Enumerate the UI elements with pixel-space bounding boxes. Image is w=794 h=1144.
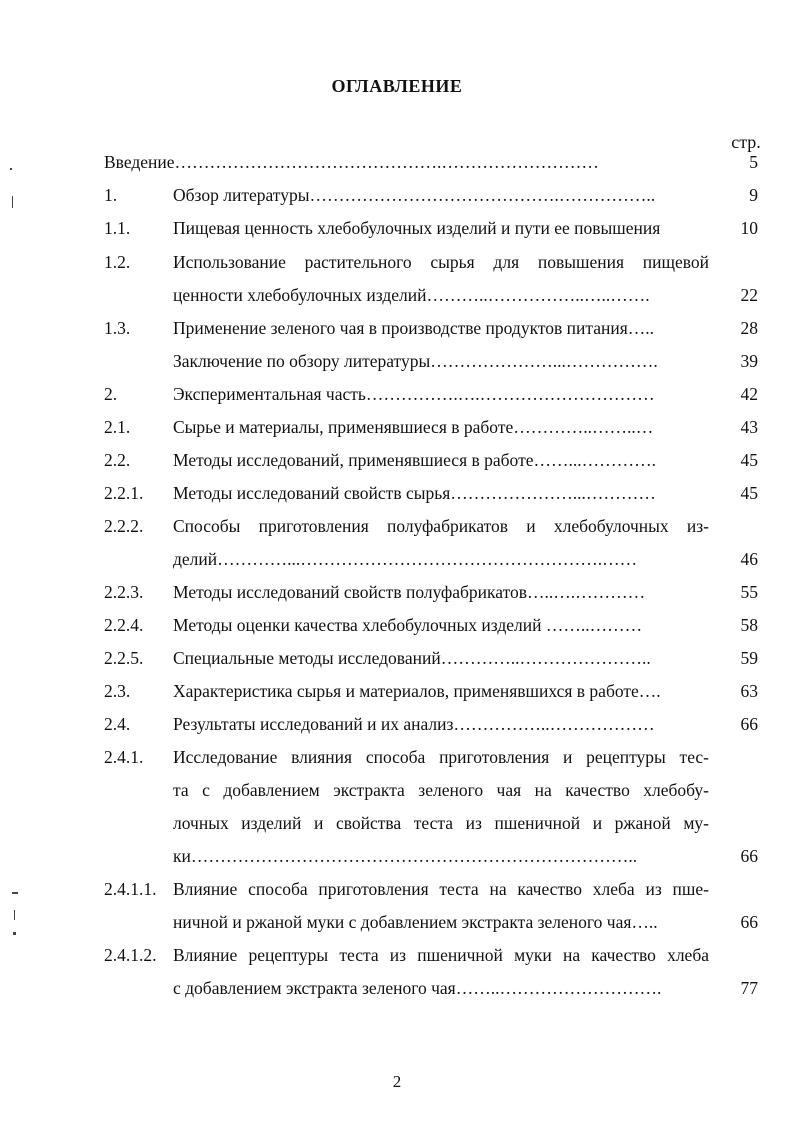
toc-entry-page: 39	[740, 351, 758, 371]
toc-entry-number: 2.2.5.	[104, 648, 144, 668]
toc-entry-text: Результаты исследований и их анализ……………..………………	[173, 714, 655, 734]
toc-entry-text: Заключение по обзору литературы…………………...…………….	[173, 351, 658, 371]
toc-entry-text: ценности хлебобулочных изделий………..……………..…..…….	[173, 285, 650, 305]
toc-entry-page: 22	[740, 285, 758, 305]
toc-entry[interactable]	[0, 712, 794, 736]
scan-mark	[12, 892, 18, 894]
toc-entry-number: 2.4.1.1.	[104, 879, 157, 899]
toc-entry-text: Влияние рецептуры теста из пшеничной муки на качество хлеба	[173, 945, 709, 965]
toc-entry-page: 59	[740, 648, 758, 668]
toc-entry-number: 1.2.	[104, 252, 131, 272]
toc-entry-text: лочных изделий и свойства теста из пшеничной и ржаной му-	[173, 813, 709, 833]
scan-mark	[12, 196, 13, 208]
toc-entry[interactable]	[0, 745, 794, 769]
page-number: 2	[392, 1072, 402, 1091]
toc-entry-text: Применение зеленого чая в производстве продуктов питания…..	[173, 318, 655, 338]
toc-entry-continuation[interactable]	[0, 910, 794, 934]
toc-entry[interactable]	[0, 613, 794, 637]
toc-entry-text: Способы приготовления полуфабрикатов и хлебобулочных из-	[173, 516, 709, 536]
toc-entry-number: 2.2.1.	[104, 483, 144, 503]
toc-entry-page: 66	[740, 714, 758, 734]
toc-entry-text: делий…………...…………………………………………….……	[173, 549, 638, 569]
toc-entry[interactable]	[0, 216, 794, 240]
toc-entry[interactable]	[0, 481, 794, 505]
toc-entry-page: 46	[740, 549, 758, 569]
toc-entry-text: ничной и ржаной муки с добавлением экстракта зеленого чая…..	[173, 912, 658, 932]
toc-entry[interactable]	[0, 382, 794, 406]
toc-entry-continuation[interactable]	[0, 844, 794, 868]
toc-entry[interactable]	[0, 349, 794, 373]
toc-entry-page: 42	[740, 384, 758, 404]
toc-entry-text: Методы оценки качества хлебобулочных изделий ……..………	[173, 615, 643, 635]
toc-entry-text: Влияние способа приготовления теста на качество хлеба из пше-	[173, 879, 709, 899]
toc-entry-text: Экспериментальная часть…………….….…………………………	[173, 384, 655, 404]
toc-entry-continuation[interactable]	[0, 778, 794, 802]
toc-entry-text: Исследование влияния способа приготовления и рецептуры тес-	[173, 747, 709, 767]
scan-mark	[14, 910, 15, 920]
toc-entry-page: 45	[740, 483, 758, 503]
scan-mark	[10, 168, 12, 170]
toc-entry-page: 43	[740, 417, 758, 437]
toc-title: ОГЛАВЛЕНИЕ	[331, 76, 463, 96]
toc-entry-number: 2.4.1.2.	[104, 945, 157, 965]
toc-entry-text: Использование растительного сырья для повышения пищевой	[173, 252, 709, 272]
page-column-header: стр.	[731, 132, 761, 152]
toc-entry-number: 2.4.	[104, 714, 131, 734]
toc-entry[interactable]	[0, 514, 794, 538]
toc-entry-continuation[interactable]	[0, 547, 794, 571]
toc-entry-text: Методы исследований свойств полуфабрикатов…..….…………	[173, 582, 646, 602]
toc-entry[interactable]	[0, 415, 794, 439]
toc-entry-page: 9	[749, 185, 758, 205]
toc-entry-number: 2.4.1.	[104, 747, 144, 767]
toc-entry-text: Пищевая ценность хлебобулочных изделий и пути ее повышения	[173, 218, 661, 238]
toc-entry-number: 2.2.2.	[104, 516, 144, 536]
toc-entry[interactable]	[0, 877, 794, 901]
toc-entry-page: 10	[740, 218, 758, 238]
toc-entry[interactable]	[0, 580, 794, 604]
toc-entry-page: 63	[740, 681, 758, 701]
toc-entry-text: Введение……………………………………….………………………	[104, 152, 599, 172]
toc-entry[interactable]	[0, 250, 794, 274]
toc-entry-page: 58	[740, 615, 758, 635]
toc-entry-continuation[interactable]	[0, 811, 794, 835]
toc-entry-page: 77	[740, 978, 758, 998]
toc-entry[interactable]	[0, 679, 794, 703]
toc-entry-page: 66	[740, 912, 758, 932]
toc-entry[interactable]	[0, 646, 794, 670]
toc-entry-text: Методы исследований свойств сырья…………………...…………	[173, 483, 656, 503]
toc-entry-number: 2.	[104, 384, 118, 404]
toc-entry-number: 1.3.	[104, 318, 131, 338]
toc-entry-text: Характеристика сырья и материалов, применявшихся в работе….	[173, 681, 661, 701]
toc-entry-number: 2.3.	[104, 681, 131, 701]
toc-entry-page: 55	[740, 582, 758, 602]
toc-entry[interactable]	[0, 943, 794, 967]
toc-entry-page: 66	[740, 846, 758, 866]
scan-mark	[13, 932, 16, 935]
toc-entry-text: Обзор литературы…………………………………….……………..	[173, 185, 656, 205]
toc-entry-continuation[interactable]	[0, 283, 794, 307]
toc-entry-number: 1.1.	[104, 218, 131, 238]
toc-entry-page: 28	[740, 318, 758, 338]
toc-entry-text: Сырье и материалы, применявшиеся в работе…………..……..…	[173, 417, 654, 437]
toc-entry-text: Методы исследований, применявшиеся в работе……...………….	[173, 450, 656, 470]
toc-entry-number: 2.2.4.	[104, 615, 144, 635]
toc-entry-number: 2.2.3.	[104, 582, 144, 602]
toc-entry[interactable]	[0, 183, 794, 207]
toc-entry-text: та с добавлением экстракта зеленого чая на качество хлебобу-	[173, 780, 709, 800]
toc-entry[interactable]	[0, 448, 794, 472]
toc-entry[interactable]	[0, 150, 794, 174]
toc-entry-page: 45	[740, 450, 758, 470]
toc-entry-page: 5	[749, 152, 758, 172]
toc-entry-number: 2.1.	[104, 417, 131, 437]
toc-entry-number: 1.	[104, 185, 118, 205]
toc-entry-text: Специальные методы исследований…………..…………………..	[173, 648, 651, 668]
toc-entry-continuation[interactable]	[0, 976, 794, 1000]
toc-entry-number: 2.2.	[104, 450, 131, 470]
toc-entry-text: ки…………………………………………………………………..	[173, 846, 638, 866]
toc-entry[interactable]	[0, 316, 794, 340]
toc-entry-text: с добавлением экстракта зеленого чая……..……………………….	[173, 978, 662, 998]
